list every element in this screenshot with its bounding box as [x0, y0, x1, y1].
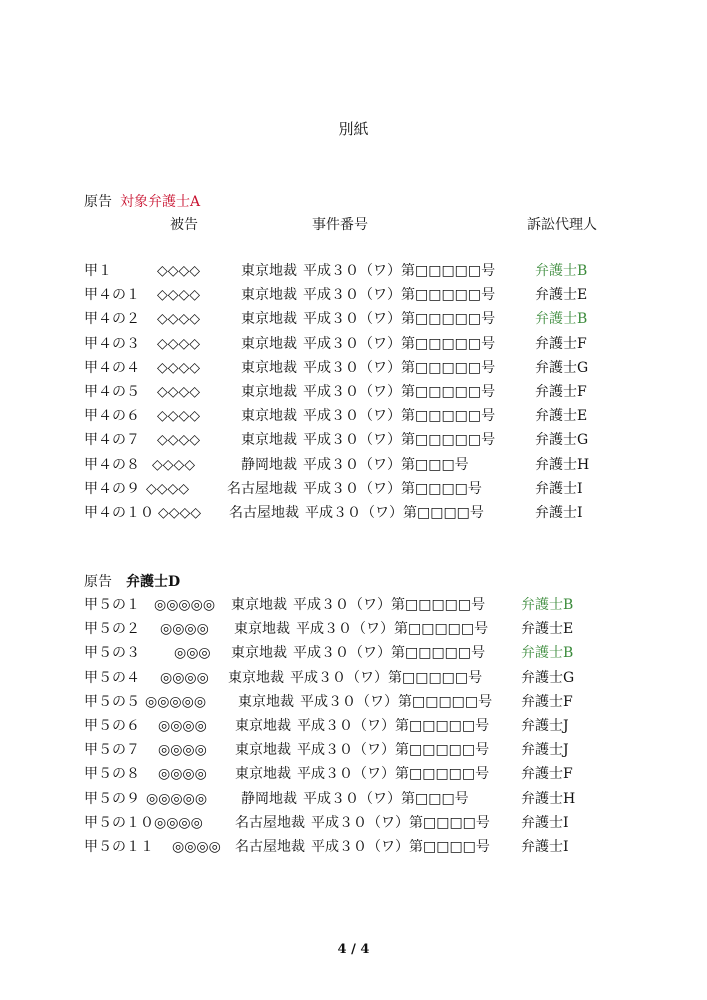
table-row — [0, 312, 707, 328]
exhibit-id: 甲５の６ — [84, 718, 140, 734]
exhibit-id: 甲５の１０ — [84, 814, 154, 831]
exhibit-id: 甲４の１０ — [84, 505, 154, 521]
court-name: 静岡地裁 — [241, 790, 297, 807]
court-name: 東京地裁 — [241, 311, 297, 328]
court-name: 名古屋地裁 — [235, 814, 305, 831]
exhibit-id: 甲１ — [84, 263, 112, 279]
attorney-name: 弁護士B — [535, 311, 588, 328]
defendant-mark: ◇◇◇◇ — [157, 359, 201, 376]
attorney-name: 弁護士G — [535, 432, 589, 449]
court-name: 東京地裁 — [234, 621, 290, 638]
exhibit-id: 甲４の１ — [84, 287, 140, 304]
attorney-name: 弁護士H — [535, 456, 590, 473]
defendant-mark: ◎◎◎◎◎ — [154, 597, 216, 613]
exhibit-id: 甲４の３ — [84, 335, 140, 352]
attorney-name: 弁護士I — [521, 839, 569, 855]
exhibit-id: 甲５の５ — [84, 693, 140, 710]
page-title: 別紙 — [338, 120, 369, 138]
defendant-mark: ◇◇◇◇ — [157, 311, 201, 328]
court-name: 東京地裁 — [235, 766, 291, 783]
table-row — [0, 264, 707, 280]
court-name: 東京地裁 — [241, 263, 297, 279]
defendant-mark: ◇◇◇◇ — [157, 432, 201, 449]
table-row — [0, 840, 707, 856]
defendant-mark: ◎◎◎◎ — [158, 718, 207, 734]
defendant-mark: ◎◎◎◎◎ — [145, 693, 207, 710]
court-name: 東京地裁 — [238, 693, 294, 710]
table-row — [0, 337, 707, 353]
court-name: 東京地裁 — [231, 645, 287, 662]
court-name: 東京地裁 — [231, 597, 287, 613]
defendant-mark: ◇◇◇◇ — [158, 505, 202, 521]
header-case-number: 事件番号 — [312, 217, 368, 233]
case-number: 平成３０（ワ）第□□□□□号 — [303, 263, 496, 279]
section1-plaintiff-label: 原告 — [84, 194, 112, 210]
exhibit-id: 甲４の４ — [84, 359, 140, 376]
defendant-mark: ◇◇◇◇ — [157, 384, 201, 400]
table-row — [0, 792, 707, 808]
exhibit-id: 甲５の１ — [84, 597, 140, 613]
case-number: 平成３０（ワ）第□□□□号 — [311, 839, 490, 855]
table-row — [0, 646, 707, 662]
table-row — [0, 598, 707, 614]
case-number: 平成３０（ワ）第□□□□□号 — [297, 766, 490, 783]
defendant-mark: ◇◇◇◇ — [146, 480, 190, 497]
exhibit-id: 甲５の９ — [84, 790, 140, 807]
table-row — [0, 695, 707, 711]
defendant-mark: ◇◇◇◇ — [157, 263, 201, 279]
section1-plaintiff-name: 対象弁護士A — [120, 194, 201, 210]
court-name: 東京地裁 — [241, 287, 297, 304]
attorney-name: 弁護士E — [521, 621, 574, 638]
table-row — [0, 458, 707, 474]
attorney-name: 弁護士G — [535, 359, 589, 376]
table-row — [0, 506, 707, 522]
attorney-name: 弁護士E — [535, 287, 588, 304]
table-row — [0, 719, 707, 735]
case-number: 平成３０（ワ）第□□□□□号 — [303, 359, 496, 376]
attorney-name: 弁護士E — [535, 408, 588, 425]
table-row — [0, 767, 707, 783]
defendant-mark: ◇◇◇◇ — [157, 335, 201, 352]
case-number: 平成３０（ワ）第□□□□□号 — [290, 669, 483, 686]
table-row — [0, 816, 707, 832]
attorney-name: 弁護士J — [521, 718, 569, 734]
attorney-name: 弁護士F — [535, 384, 587, 400]
exhibit-id: 甲５の８ — [84, 766, 140, 783]
court-name: 静岡地裁 — [241, 456, 297, 473]
table-row — [0, 622, 707, 638]
section2-plaintiff-name: 弁護士D — [126, 574, 181, 590]
case-number: 平成３０（ワ）第□□□□□号 — [303, 384, 496, 400]
exhibit-id: 甲４の６ — [84, 408, 140, 425]
attorney-name: 弁護士I — [521, 814, 569, 831]
exhibit-id: 甲４の９ — [84, 480, 140, 497]
header-attorney: 訴訟代理人 — [527, 217, 597, 233]
table-row — [0, 361, 707, 377]
attorney-name: 弁護士F — [535, 335, 587, 352]
table-row — [0, 743, 707, 759]
case-number: 平成３０（ワ）第□□□□□号 — [293, 645, 486, 662]
court-name: 東京地裁 — [235, 718, 291, 734]
attorney-name: 弁護士H — [521, 790, 576, 807]
case-number: 平成３０（ワ）第□□□号 — [303, 456, 469, 473]
case-number: 平成３０（ワ）第□□□号 — [303, 790, 469, 807]
defendant-mark: ◎◎◎◎ — [158, 766, 207, 783]
case-number: 平成３０（ワ）第□□□□□号 — [296, 621, 489, 638]
court-name: 東京地裁 — [241, 359, 297, 376]
case-number: 平成３０（ワ）第□□□□号 — [311, 814, 490, 831]
attorney-name: 弁護士G — [521, 669, 575, 686]
table-row — [0, 671, 707, 687]
defendant-mark: ◎◎◎◎ — [160, 621, 209, 638]
exhibit-id: 甲５の１１ — [84, 839, 154, 855]
court-name: 東京地裁 — [235, 742, 291, 759]
defendant-mark: ◇◇◇◇ — [157, 408, 201, 425]
case-number: 平成３０（ワ）第□□□□□号 — [303, 335, 496, 352]
exhibit-id: 甲５の３ — [84, 645, 140, 662]
case-number: 平成３０（ワ）第□□□□□号 — [297, 742, 490, 759]
attorney-name: 弁護士I — [535, 480, 583, 497]
attorney-name: 弁護士F — [521, 766, 573, 783]
court-name: 東京地裁 — [241, 384, 297, 400]
exhibit-id: 甲４の５ — [84, 384, 140, 400]
attorney-name: 弁護士B — [521, 645, 574, 662]
attorney-name: 弁護士B — [521, 597, 574, 613]
defendant-mark: ◎◎◎◎ — [158, 742, 207, 759]
case-number: 平成３０（ワ）第□□□□□号 — [303, 408, 496, 425]
defendant-mark: ◎◎◎◎◎ — [146, 790, 208, 807]
defendant-mark: ◇◇◇◇ — [152, 456, 196, 473]
case-number: 平成３０（ワ）第□□□□□号 — [297, 718, 490, 734]
case-number: 平成３０（ワ）第□□□□□号 — [303, 311, 496, 328]
court-name: 東京地裁 — [228, 669, 284, 686]
court-name: 東京地裁 — [241, 408, 297, 425]
table-row — [0, 482, 707, 498]
court-name: 名古屋地裁 — [235, 839, 305, 855]
table-row — [0, 288, 707, 304]
defendant-mark: ◎◎◎◎ — [172, 839, 221, 855]
exhibit-id: 甲５の２ — [84, 621, 140, 638]
header-defendant: 被告 — [170, 217, 198, 233]
attorney-name: 弁護士F — [521, 693, 573, 710]
court-name: 東京地裁 — [241, 432, 297, 449]
case-number: 平成３０（ワ）第□□□□□号 — [293, 597, 486, 613]
exhibit-id: 甲４の７ — [84, 432, 140, 449]
exhibit-id: 甲５の４ — [84, 669, 140, 686]
defendant-mark: ◎◎◎◎ — [154, 814, 203, 831]
case-number: 平成３０（ワ）第□□□□号 — [305, 505, 484, 521]
exhibit-id: 甲４の８ — [84, 456, 140, 473]
table-row — [0, 433, 707, 449]
defendant-mark: ◇◇◇◇ — [157, 287, 201, 304]
table-row — [0, 385, 707, 401]
court-name: 東京地裁 — [241, 335, 297, 352]
case-number: 平成３０（ワ）第□□□□□号 — [303, 432, 496, 449]
court-name: 名古屋地裁 — [229, 505, 299, 521]
attorney-name: 弁護士B — [535, 263, 588, 279]
case-number: 平成３０（ワ）第□□□□□号 — [303, 287, 496, 304]
exhibit-id: 甲５の７ — [84, 742, 140, 759]
exhibit-id: 甲４の２ — [84, 311, 140, 328]
defendant-mark: ◎◎◎◎ — [160, 669, 209, 686]
section2-plaintiff-label: 原告 — [84, 574, 112, 590]
attorney-name: 弁護士J — [521, 742, 569, 759]
case-number: 平成３０（ワ）第□□□□□号 — [300, 693, 493, 710]
court-name: 名古屋地裁 — [227, 480, 297, 497]
defendant-mark: ◎◎◎ — [174, 645, 211, 662]
page-number: 4 / 4 — [337, 942, 370, 957]
attorney-name: 弁護士I — [535, 505, 583, 521]
case-number: 平成３０（ワ）第□□□□号 — [303, 480, 482, 497]
table-row — [0, 409, 707, 425]
